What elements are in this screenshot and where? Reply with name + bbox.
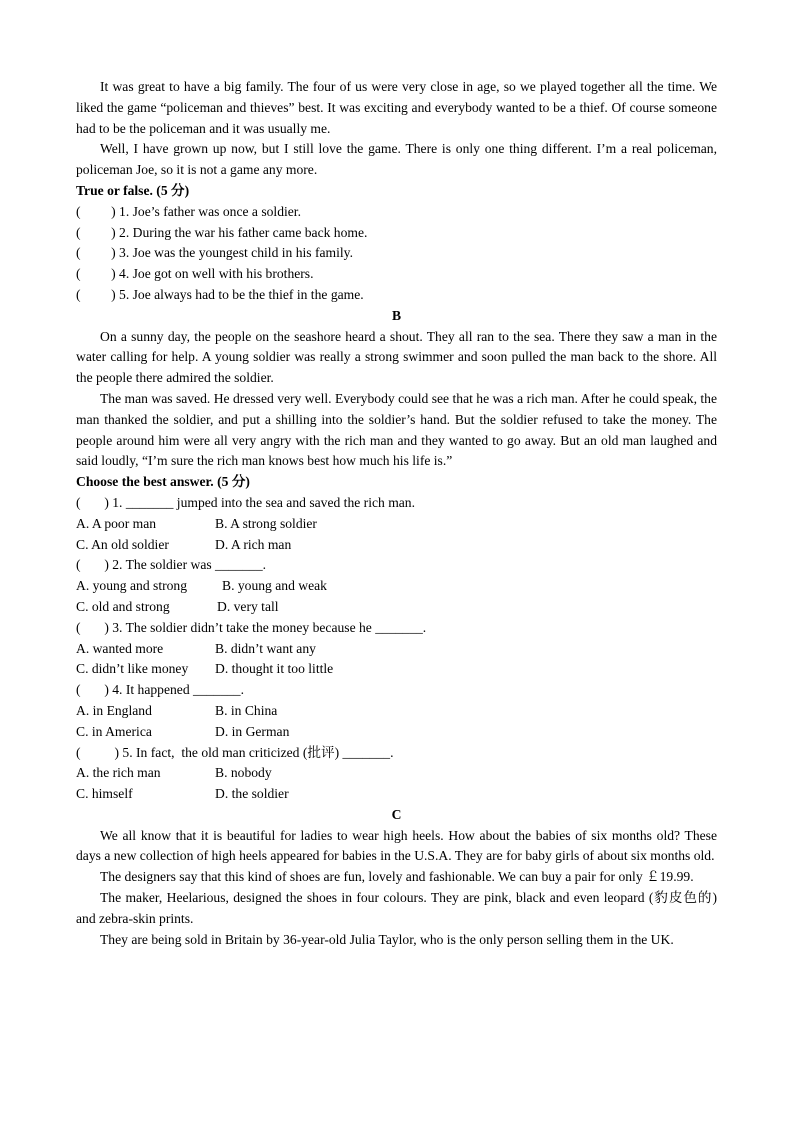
true-false-item-5: ( ) 5. Joe always had to be the thief in the game. — [76, 286, 364, 302]
question-2-option-a: A. young and strong — [76, 578, 188, 594]
passage-c-paragraph-3: The maker, Heelarious, designed the shoes in four colours. They are pink, black and even leopard (豹皮色的) and zebra-skin prints. — [76, 890, 717, 926]
question-5-option-a: A. the rich man — [76, 765, 161, 781]
passage-a-paragraph-2: Well, I have grown up now, but I still love the game. There is only one thing different. I’m a real policeman, policeman Joe, so it is not a game any more. — [76, 141, 717, 178]
question-2-stem: ( ) 2. The soldier was _______. — [76, 557, 267, 573]
question-4-option-a: A. in England — [76, 702, 152, 718]
passage-c-paragraph-1: We all know that it is beautiful for ladies to wear high heels. How about the babies of six months old? These days a new collection of high heels appeared for babies in the U.S.A. They are for baby girls of about six months old. — [76, 827, 717, 864]
question-4-option-d: D. in German — [215, 723, 290, 739]
question-4-option-c: C. in America — [76, 723, 152, 739]
question-5-option-c: C. himself — [76, 786, 133, 802]
question-3-option-d: D. thought it too little — [215, 661, 334, 677]
question-3-option-b: B. didn’t want any — [215, 640, 316, 656]
question-5-stem: ( ) 5. In fact, the old man criticized (批评) _______. — [76, 744, 394, 760]
passage-c-letter: C — [391, 806, 402, 822]
passage-c-paragraph-4: They are being sold in Britain by 36-year-old Julia Taylor, who is the only person selling them in the UK. — [100, 931, 674, 947]
true-false-item-4: ( ) 4. Joe got on well with his brothers. — [76, 266, 314, 282]
question-2-option-c: C. old and strong — [76, 598, 170, 614]
question-4 — [76, 680, 717, 742]
passage-b-letter: B — [391, 307, 402, 323]
passage-c-paragraph-2: The designers say that this kind of shoes are fun, lovely and fashionable. We can buy a pair for only ￡19.99. — [100, 869, 694, 885]
passage-b-paragraph-2: The man was saved. He dressed very well. Everybody could see that he was a rich man. After he could speak, the man thanked the soldier, and put a shilling into the soldier’s hand. But the soldier refused to take the money. The people around him were all very angry with the rich man and they wanted to go away. But an old man laughed and said loudly, “I’m sure the rich man knows best how much his life is.” — [76, 390, 717, 469]
question-3-stem: ( ) 3. The soldier didn’t take the money because he _______. — [76, 619, 427, 635]
question-5 — [76, 743, 717, 805]
question-3 — [76, 618, 717, 680]
question-5-option-d: D. the soldier — [215, 786, 289, 802]
page-content — [76, 77, 717, 950]
question-1-stem: ( ) 1. _______ jumped into the sea and saved the rich man. — [76, 494, 416, 510]
choose-best-heading: Choose the best answer. (5 分) — [76, 474, 250, 490]
question-2 — [76, 555, 717, 617]
question-2-option-d: D. very tall — [217, 598, 279, 614]
question-3-option-a: A. wanted more — [76, 640, 164, 656]
question-5-option-b: B. nobody — [215, 765, 272, 781]
question-1-option-c: C. An old soldier — [76, 536, 169, 552]
true-false-item-1: ( ) 1. Joe’s father was once a soldier. — [76, 203, 301, 219]
passage-b-paragraph-1: On a sunny day, the people on the seashore heard a shout. They all ran to the sea. There they saw a man in the water calling for help. A young soldier was really a strong swimmer and soon pulled the man back to the shore. All the people there admired the soldier. — [76, 328, 717, 386]
true-false-item-3: ( ) 3. Joe was the youngest child in his family. — [76, 245, 353, 261]
true-false-item-2: ( ) 2. During the war his father came back home. — [76, 224, 368, 240]
true-false-heading: True or false. (5 分) — [76, 182, 190, 198]
question-2-option-b: B. young and weak — [222, 578, 327, 594]
question-4-option-b: B. in China — [215, 702, 278, 718]
question-1-option-a: A. A poor man — [76, 515, 157, 531]
question-3-option-c: C. didn’t like money — [76, 661, 189, 677]
question-1-option-b: B. A strong soldier — [215, 515, 317, 531]
question-1-option-d: D. A rich man — [215, 536, 292, 552]
passage-a-paragraph-1: It was great to have a big family. The four of us were very close in age, so we played together all the time. We liked the game “policeman and thieves” best. It was exciting and everybody wanted to be a thief. Of course someone had to be the policeman and it was usually me. — [76, 79, 717, 136]
question-4-stem: ( ) 4. It happened _______. — [76, 682, 244, 698]
question-1 — [76, 493, 717, 555]
